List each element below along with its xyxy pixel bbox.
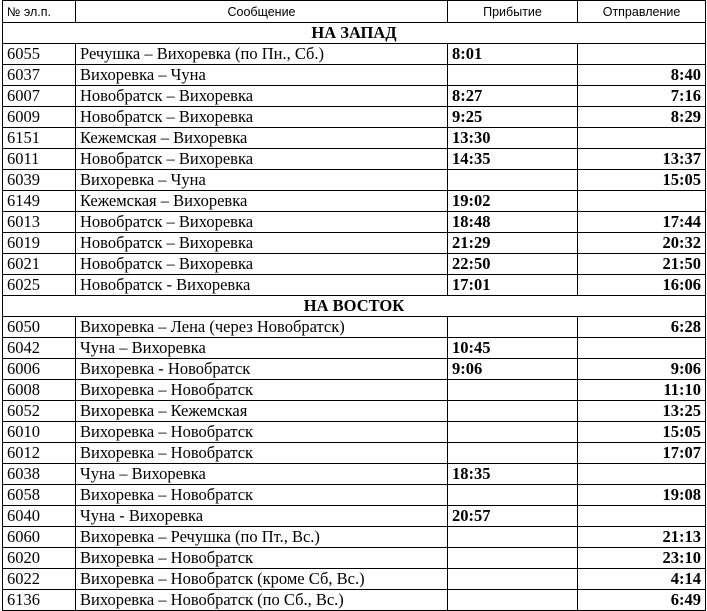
train-number-cell: 6039 (3, 170, 76, 191)
header-train-number: № эл.п. (3, 1, 76, 23)
table-row (3, 275, 706, 296)
departure-time-cell: 13:25 (578, 401, 706, 422)
arrival-time-cell (448, 380, 578, 401)
arrival-time-cell: 21:29 (448, 233, 578, 254)
departure-time-cell: 19:08 (578, 485, 706, 506)
arrival-time-cell (448, 65, 578, 86)
arrival-time-cell: 8:01 (448, 44, 578, 65)
departure-time-cell: 8:29 (578, 107, 706, 128)
schedule-body (3, 23, 706, 611)
arrival-time-cell (448, 422, 578, 443)
arrival-time-cell: 8:27 (448, 86, 578, 107)
route-cell: Новобратск – Вихоревка (76, 212, 448, 233)
table-row (3, 44, 706, 65)
departure-time-cell: 6:28 (578, 317, 706, 338)
train-number-cell: 6007 (3, 86, 76, 107)
train-number-cell: 6151 (3, 128, 76, 149)
train-number-cell: 6050 (3, 317, 76, 338)
train-number-cell: 6038 (3, 464, 76, 485)
arrival-time-cell: 22:50 (448, 254, 578, 275)
departure-time-cell (578, 44, 706, 65)
arrival-time-cell: 17:01 (448, 275, 578, 296)
table-row (3, 401, 706, 422)
table-row (3, 128, 706, 149)
departure-time-cell: 21:13 (578, 527, 706, 548)
train-number-cell: 6006 (3, 359, 76, 380)
route-cell: Вихоревка – Речушка (по Пт., Вс.) (76, 527, 448, 548)
train-number-cell: 6060 (3, 527, 76, 548)
route-cell: Вихоревка – Чуна (76, 65, 448, 86)
table-row (3, 65, 706, 86)
departure-time-cell (578, 464, 706, 485)
route-cell: Чуна – Вихоревка (76, 464, 448, 485)
table-row (3, 86, 706, 107)
table-row (3, 191, 706, 212)
arrival-time-cell (448, 569, 578, 590)
header-route: Сообщение (76, 1, 448, 23)
arrival-time-cell: 13:30 (448, 128, 578, 149)
departure-time-cell (578, 506, 706, 527)
arrival-time-cell: 19:02 (448, 191, 578, 212)
route-cell: Вихоревка – Новобратск (76, 422, 448, 443)
arrival-time-cell: 9:25 (448, 107, 578, 128)
route-cell: Вихоревка – Новобратск (кроме Сб, Вс.) (76, 569, 448, 590)
train-number-cell: 6058 (3, 485, 76, 506)
arrival-time-cell: 18:48 (448, 212, 578, 233)
table-row (3, 422, 706, 443)
train-number-cell: 6149 (3, 191, 76, 212)
train-number-cell: 6042 (3, 338, 76, 359)
train-number-cell: 6008 (3, 380, 76, 401)
departure-time-cell: 21:50 (578, 254, 706, 275)
route-cell: Новобратск – Вихоревка (76, 254, 448, 275)
arrival-time-cell (448, 590, 578, 611)
train-number-cell: 6019 (3, 233, 76, 254)
section-header-row (3, 23, 706, 44)
route-cell: Вихоревка – Лена (через Новобратск) (76, 317, 448, 338)
arrival-time-cell: 18:35 (448, 464, 578, 485)
train-number-cell: 6037 (3, 65, 76, 86)
train-number-cell: 6022 (3, 569, 76, 590)
departure-time-cell: 13:37 (578, 149, 706, 170)
route-cell: Новобратск – Вихоревка (76, 86, 448, 107)
arrival-time-cell (448, 443, 578, 464)
route-cell: Вихоревка – Новобратск (76, 443, 448, 464)
arrival-time-cell: 14:35 (448, 149, 578, 170)
route-cell: Вихоревка – Новобратск (76, 485, 448, 506)
train-number-cell: 6013 (3, 212, 76, 233)
header-departure: Отправление (578, 1, 706, 23)
arrival-time-cell (448, 401, 578, 422)
table-row (3, 569, 706, 590)
train-number-cell: 6010 (3, 422, 76, 443)
arrival-time-cell (448, 317, 578, 338)
arrival-time-cell (448, 170, 578, 191)
departure-time-cell: 20:32 (578, 233, 706, 254)
section-title: НА ВОСТОК (3, 296, 706, 317)
route-cell: Вихоревка - Новобратск (76, 359, 448, 380)
route-cell: Кежемская – Вихоревка (76, 191, 448, 212)
departure-time-cell: 11:10 (578, 380, 706, 401)
train-number-cell: 6009 (3, 107, 76, 128)
route-cell: Вихоревка – Новобратск (76, 380, 448, 401)
departure-time-cell (578, 191, 706, 212)
route-cell: Новобратск – Вихоревка (76, 107, 448, 128)
train-number-cell: 6052 (3, 401, 76, 422)
train-schedule-table (2, 0, 706, 611)
table-row (3, 506, 706, 527)
table-row (3, 464, 706, 485)
arrival-time-cell (448, 527, 578, 548)
departure-time-cell: 7:16 (578, 86, 706, 107)
train-number-cell: 6011 (3, 149, 76, 170)
departure-time-cell: 15:05 (578, 422, 706, 443)
route-cell: Чуна - Вихоревка (76, 506, 448, 527)
table-row (3, 380, 706, 401)
table-row (3, 149, 706, 170)
header-row (3, 1, 706, 23)
departure-time-cell: 6:49 (578, 590, 706, 611)
table-row (3, 359, 706, 380)
train-number-cell: 6055 (3, 44, 76, 65)
departure-time-cell: 17:07 (578, 443, 706, 464)
table-row (3, 590, 706, 611)
arrival-time-cell (448, 548, 578, 569)
route-cell: Новобратск – Вихоревка (76, 233, 448, 254)
route-cell: Речушка – Вихоревка (по Пн., Сб.) (76, 44, 448, 65)
departure-time-cell: 23:10 (578, 548, 706, 569)
route-cell: Новобратск - Вихоревка (76, 275, 448, 296)
route-cell: Новобратск – Вихоревка (76, 149, 448, 170)
departure-time-cell: 8:40 (578, 65, 706, 86)
departure-time-cell: 4:14 (578, 569, 706, 590)
train-number-cell: 6021 (3, 254, 76, 275)
train-number-cell: 6136 (3, 590, 76, 611)
table-row (3, 317, 706, 338)
route-cell: Вихоревка – Новобратск (76, 548, 448, 569)
table-row (3, 233, 706, 254)
table-row (3, 527, 706, 548)
table-row (3, 170, 706, 191)
departure-time-cell: 16:06 (578, 275, 706, 296)
table-row (3, 254, 706, 275)
train-number-cell: 6012 (3, 443, 76, 464)
departure-time-cell: 15:05 (578, 170, 706, 191)
table-row (3, 212, 706, 233)
section-header-row (3, 296, 706, 317)
header-arrival: Прибытие (448, 1, 578, 23)
train-number-cell: 6025 (3, 275, 76, 296)
train-number-cell: 6020 (3, 548, 76, 569)
departure-time-cell: 9:06 (578, 359, 706, 380)
route-cell: Чуна – Вихоревка (76, 338, 448, 359)
route-cell: Кежемская – Вихоревка (76, 128, 448, 149)
table-row (3, 338, 706, 359)
section-title: НА ЗАПАД (3, 23, 706, 44)
table-row (3, 548, 706, 569)
table-row (3, 485, 706, 506)
arrival-time-cell: 10:45 (448, 338, 578, 359)
arrival-time-cell: 20:57 (448, 506, 578, 527)
route-cell: Вихоревка – Новобратск (по Сб., Вс.) (76, 590, 448, 611)
train-number-cell: 6040 (3, 506, 76, 527)
arrival-time-cell (448, 485, 578, 506)
departure-time-cell (578, 128, 706, 149)
table-row (3, 443, 706, 464)
route-cell: Вихоревка – Чуна (76, 170, 448, 191)
departure-time-cell (578, 338, 706, 359)
departure-time-cell: 17:44 (578, 212, 706, 233)
route-cell: Вихоревка – Кежемская (76, 401, 448, 422)
arrival-time-cell: 9:06 (448, 359, 578, 380)
table-row (3, 107, 706, 128)
